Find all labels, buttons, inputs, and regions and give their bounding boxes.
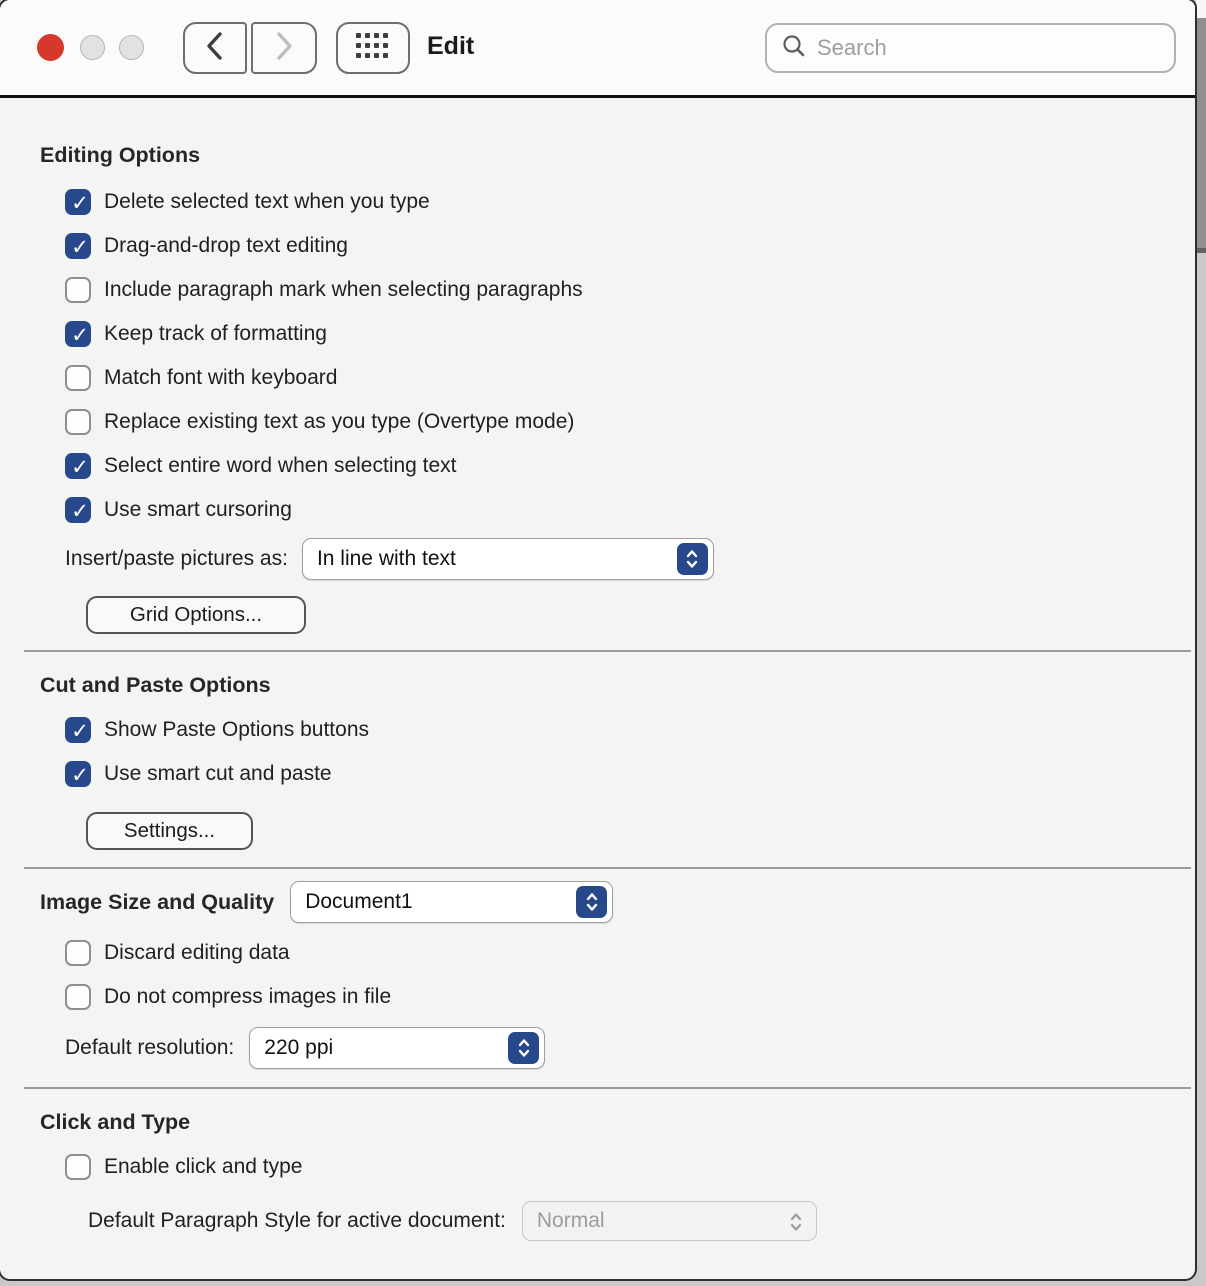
checkbox-discard-editing-data[interactable]: [65, 940, 91, 966]
preferences-content: [0, 98, 1195, 1241]
checkbox-label: Do not compress images in file: [104, 985, 392, 1008]
checkbox-label: Match font with keyboard: [104, 366, 338, 389]
default-resolution-row: [40, 1027, 1195, 1069]
checkbox-show-paste-options[interactable]: [65, 717, 91, 743]
checkbox-label: Replace existing text as you type (Overtype mode): [104, 410, 575, 433]
checkbox-label: Select entire word when selecting text: [104, 454, 457, 477]
section-divider: [24, 650, 1191, 652]
minimize-window-button[interactable]: [80, 35, 105, 60]
dropdown-stepper-icon: [677, 543, 708, 575]
zoom-window-button[interactable]: [119, 35, 144, 60]
dropdown-value: 220 ppi: [264, 1036, 334, 1059]
dropdown-value: Document1: [305, 890, 413, 913]
checkbox-label: Include paragraph mark when selecting paragraphs: [104, 278, 583, 301]
section-title-click-type: Click and Type: [40, 1110, 191, 1134]
checkbox-label: Discard editing data: [104, 941, 290, 964]
dropdown-stepper-icon: [576, 886, 607, 918]
background-segment: [1196, 248, 1206, 253]
section-divider: [24, 867, 1191, 869]
checkbox-row: [40, 356, 1195, 400]
checkbox-label: Enable click and type: [104, 1155, 303, 1178]
checkbox-label: Use smart cursoring: [104, 498, 292, 521]
background-window-edge: [1196, 0, 1206, 1286]
checkbox-row: [40, 752, 1195, 796]
checkbox-row: [40, 708, 1195, 752]
checkbox-label: Keep track of formatting: [104, 322, 327, 345]
default-paragraph-style-row: [40, 1201, 1195, 1241]
click-type-list: [40, 1145, 1195, 1189]
checkbox-smart-cursoring[interactable]: [65, 497, 91, 523]
chevron-left-icon: [204, 31, 226, 66]
show-all-preferences-button[interactable]: [336, 22, 410, 74]
checkbox-label: Show Paste Options buttons: [104, 718, 369, 741]
search-icon: [781, 33, 807, 64]
settings-button[interactable]: Settings...: [86, 812, 253, 850]
dropdown-stepper-icon: [789, 1211, 803, 1238]
checkbox-row: [40, 1145, 1195, 1189]
title-bar: [0, 0, 1195, 98]
checkbox-row: [40, 931, 1195, 975]
checkbox-drag-and-drop[interactable]: [65, 233, 91, 259]
checkbox-row: [40, 224, 1195, 268]
section-title-image-size: Image Size and Quality: [40, 890, 275, 914]
checkbox-row: [40, 268, 1195, 312]
checkbox-row: [40, 180, 1195, 224]
section-title-editing-options: Editing Options: [40, 143, 201, 167]
default-resolution-dropdown[interactable]: [249, 1027, 545, 1069]
checkbox-label: Drag-and-drop text editing: [104, 234, 348, 257]
search-field[interactable]: [765, 23, 1176, 73]
default-paragraph-style-label: Default Paragraph Style for active document:: [88, 1209, 506, 1232]
background-segment: [1196, 0, 1206, 18]
checkbox-row: [40, 488, 1195, 532]
insert-paste-row: [40, 536, 1195, 582]
section-divider: [24, 1087, 1191, 1089]
section-title-cut-paste: Cut and Paste Options: [40, 673, 271, 697]
search-input[interactable]: [817, 35, 1157, 61]
editing-options-list: [40, 180, 1195, 532]
background-segment: [1196, 18, 1206, 248]
back-button[interactable]: [183, 22, 247, 74]
insert-paste-label: Insert/paste pictures as:: [65, 547, 288, 570]
dropdown-value: Normal: [536, 1209, 605, 1232]
checkbox-label: Use smart cut and paste: [104, 762, 332, 785]
checkbox-row: [40, 444, 1195, 488]
default-paragraph-style-dropdown: [522, 1201, 817, 1241]
close-window-button[interactable]: [37, 34, 64, 61]
insert-paste-dropdown[interactable]: [302, 538, 714, 580]
checkbox-row: [40, 975, 1195, 1019]
checkbox-row: [40, 400, 1195, 444]
checkbox-label: Delete selected text when you type: [104, 190, 430, 213]
forward-button[interactable]: [251, 22, 317, 74]
image-size-quality-row: [40, 881, 1195, 923]
grid-options-button[interactable]: Grid Options...: [86, 596, 306, 634]
checkbox-delete-selected-text[interactable]: [65, 189, 91, 215]
checkbox-match-font-keyboard[interactable]: [65, 365, 91, 391]
default-resolution-label: Default resolution:: [65, 1036, 235, 1059]
chevron-right-icon: [273, 31, 295, 66]
cut-paste-list: [40, 708, 1195, 796]
checkbox-row: [40, 312, 1195, 356]
image-options-list: [40, 931, 1195, 1019]
page-title: Edit: [427, 32, 475, 60]
dropdown-value: In line with text: [316, 547, 456, 570]
checkbox-include-paragraph-mark[interactable]: [65, 277, 91, 303]
checkbox-overtype-mode[interactable]: [65, 409, 91, 435]
checkbox-select-entire-word[interactable]: [65, 453, 91, 479]
checkbox-no-compress-images[interactable]: [65, 984, 91, 1010]
grid-icon: [356, 33, 390, 64]
checkbox-keep-track-formatting[interactable]: [65, 321, 91, 347]
dropdown-stepper-icon: [508, 1032, 539, 1064]
checkbox-smart-cut-paste[interactable]: [65, 761, 91, 787]
image-scope-dropdown[interactable]: [290, 881, 613, 923]
checkbox-enable-click-type[interactable]: [65, 1154, 91, 1180]
